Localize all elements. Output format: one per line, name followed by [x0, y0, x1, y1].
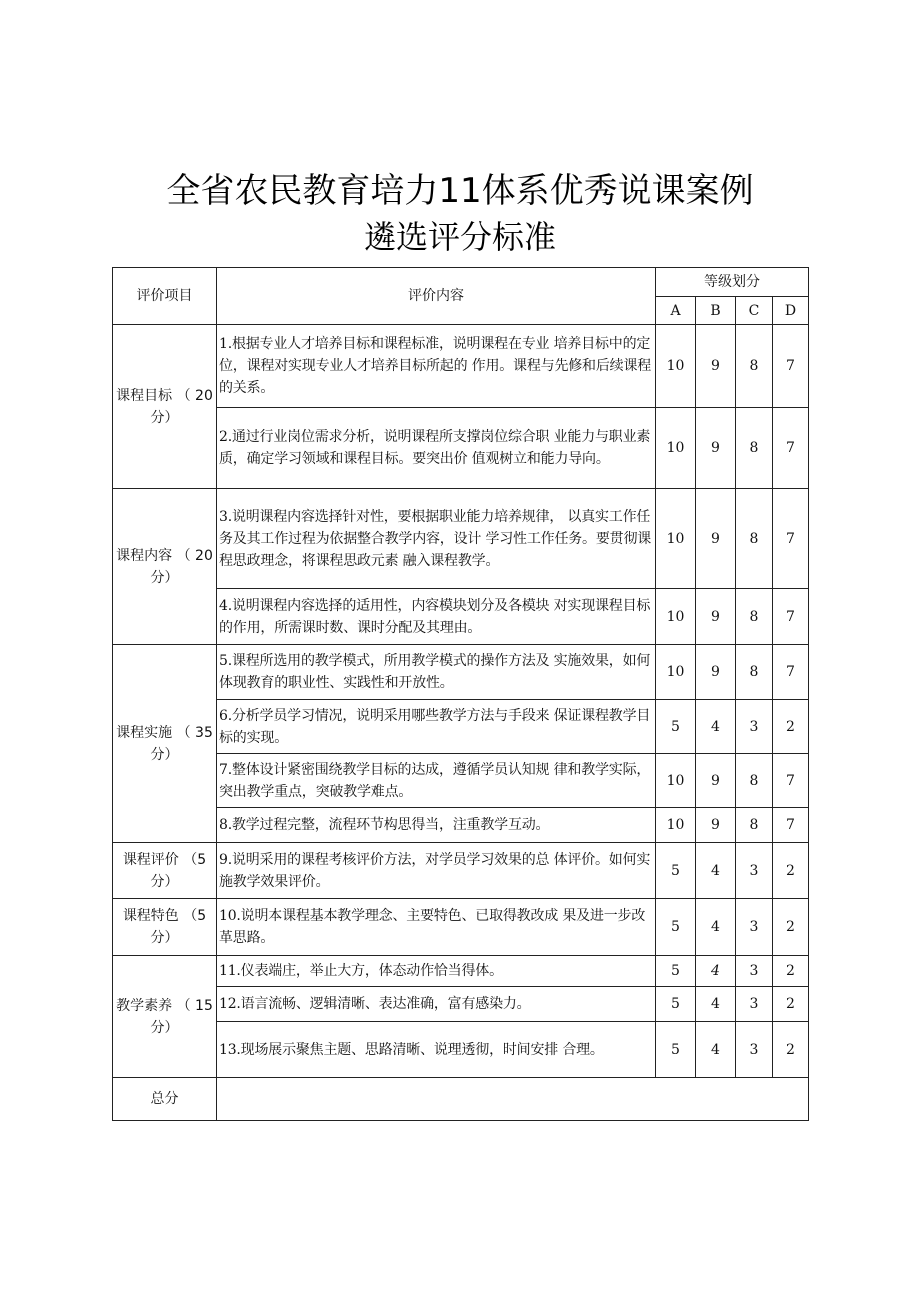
score-c: 3 — [736, 843, 773, 899]
criterion-text: 11.仪表端庄，举止大方，体态动作恰当得体。 — [217, 956, 656, 987]
criterion-text: 13.现场展示聚焦主题、思路清晰、说理透彻，时间安排 合理。 — [217, 1022, 656, 1078]
header-grade-b: B — [696, 297, 736, 325]
criterion-text: 10.说明本课程基本教学理念、主要特色、已取得教改成 果及进一步改革思路。 — [217, 899, 656, 956]
score-a: 5 — [656, 700, 696, 754]
table-row — [113, 325, 809, 408]
table-row — [113, 808, 809, 843]
criterion-text: 4.说明课程内容选择的适用性，内容模块划分及各模块 对实现课程目标的作用，所需课时数、课时分配及其理由。 — [217, 589, 656, 645]
score-a: 5 — [656, 956, 696, 987]
score-a: 5 — [656, 843, 696, 899]
score-d: 2 — [773, 956, 809, 987]
score-b: 9 — [696, 489, 736, 589]
score-d: 7 — [773, 325, 809, 408]
table-row — [113, 489, 809, 589]
score-d: 7 — [773, 645, 809, 700]
criterion-text: 2.通过行业岗位需求分析，说明课程所支撑岗位综合职 业能力与职业素质，确定学习领域和课程目标。要突出价 值观树立和能力导向。 — [217, 408, 656, 489]
score-b: 9 — [696, 325, 736, 408]
criterion-text: 3.说明课程内容选择针对性，要根据职业能力培养规律， 以真实工作任务及其工作过程为依据整合教学内容，设计 学习性工作任务。要贯彻课程思政理念，将课程思政元素 融入课程教学。 — [217, 489, 656, 589]
score-d: 2 — [773, 899, 809, 956]
header-grade-a: A — [656, 297, 696, 325]
score-b: 4 — [696, 843, 736, 899]
table-row — [113, 987, 809, 1022]
table-row — [113, 645, 809, 700]
criterion-text: 12.语言流畅、逻辑清晰、表达准确，富有感染力。 — [217, 987, 656, 1022]
score-c: 8 — [736, 645, 773, 700]
table-row — [113, 843, 809, 899]
score-b: 9 — [696, 589, 736, 645]
header-item: 评价项目 — [113, 268, 217, 325]
score-c: 8 — [736, 489, 773, 589]
group-label: 课程特色 （5 分） — [113, 899, 217, 956]
criterion-text: 7.整体设计紧密围绕教学目标的达成，遵循学员认知规 律和教学实际，突出教学重点，突破教学难点。 — [217, 754, 656, 808]
score-a: 10 — [656, 489, 696, 589]
score-c: 3 — [736, 700, 773, 754]
score-c: 3 — [736, 1022, 773, 1078]
page-title: 全省农民教育培力11体系优秀说课案例 — [166, 171, 754, 211]
table-row — [113, 589, 809, 645]
table-row — [113, 956, 809, 987]
score-d: 7 — [773, 489, 809, 589]
page-subtitle: 遴选评分标准 — [363, 218, 556, 256]
score-d: 7 — [773, 808, 809, 843]
score-a: 10 — [656, 408, 696, 489]
criterion-text: 6.分析学员学习情况，说明采用哪些教学方法与手段来 保证课程教学目标的实现。 — [217, 700, 656, 754]
score-a: 10 — [656, 325, 696, 408]
score-b: 4 — [696, 1022, 736, 1078]
score-a: 10 — [656, 754, 696, 808]
score-d: 7 — [773, 589, 809, 645]
table-row — [113, 700, 809, 754]
score-c: 8 — [736, 808, 773, 843]
score-a: 10 — [656, 645, 696, 700]
score-b: 9 — [696, 645, 736, 700]
score-c: 8 — [736, 325, 773, 408]
score-c: 3 — [736, 899, 773, 956]
score-a: 10 — [656, 808, 696, 843]
table-row — [113, 754, 809, 808]
score-c: 3 — [736, 987, 773, 1022]
score-b: 4 — [696, 899, 736, 956]
score-d: 2 — [773, 987, 809, 1022]
criterion-text: 8.教学过程完整，流程环节构思得当，注重教学互动。 — [217, 808, 656, 843]
criterion-text: 5.课程所选用的教学模式，所用教学模式的操作方法及 实施效果，如何体现教育的职业性、实践性和开放性。 — [217, 645, 656, 700]
table-row — [113, 1078, 809, 1121]
header-grade-c: C — [736, 297, 773, 325]
score-a: 10 — [656, 589, 696, 645]
header-grade-group: 等级划分 — [656, 268, 809, 297]
score-a: 5 — [656, 1022, 696, 1078]
scoring-table — [112, 267, 809, 1121]
table-row — [113, 899, 809, 956]
score-d: 7 — [773, 754, 809, 808]
score-b: 9 — [696, 754, 736, 808]
criterion-text: 9.说明采用的课程考核评价方法，对学员学习效果的总 体评价。如何实施教学效果评价。 — [217, 843, 656, 899]
score-d: 2 — [773, 700, 809, 754]
table-row — [113, 1022, 809, 1078]
score-b: 4 — [696, 956, 736, 987]
table-row — [113, 408, 809, 489]
criterion-text: 1.根据专业人才培养目标和课程标准，说明课程在专业 培养目标中的定位，课程对实现专业人才培养目标所起的 作用。课程与先修和后续课程的关系。 — [217, 325, 656, 408]
score-c: 8 — [736, 589, 773, 645]
score-d: 7 — [773, 408, 809, 489]
score-b: 4 — [696, 987, 736, 1022]
score-b: 4 — [696, 700, 736, 754]
score-c: 3 — [736, 956, 773, 987]
header-content: 评价内容 — [217, 268, 656, 325]
total-value — [217, 1078, 809, 1121]
score-b: 9 — [696, 808, 736, 843]
score-a: 5 — [656, 987, 696, 1022]
score-b: 9 — [696, 408, 736, 489]
group-label: 课程内容 （ 20 分） — [113, 489, 217, 645]
score-a: 5 — [656, 899, 696, 956]
header-grade-d: D — [773, 297, 809, 325]
group-label: 课程实施 （ 35 分） — [113, 645, 217, 843]
group-label: 教学素养 （ 15 分） — [113, 956, 217, 1078]
score-d: 2 — [773, 843, 809, 899]
group-label: 课程评价 （5 分） — [113, 843, 217, 899]
total-label: 总分 — [113, 1078, 217, 1121]
score-c: 8 — [736, 408, 773, 489]
score-c: 8 — [736, 754, 773, 808]
group-label: 课程目标 （ 20 分） — [113, 325, 217, 489]
score-d: 2 — [773, 1022, 809, 1078]
